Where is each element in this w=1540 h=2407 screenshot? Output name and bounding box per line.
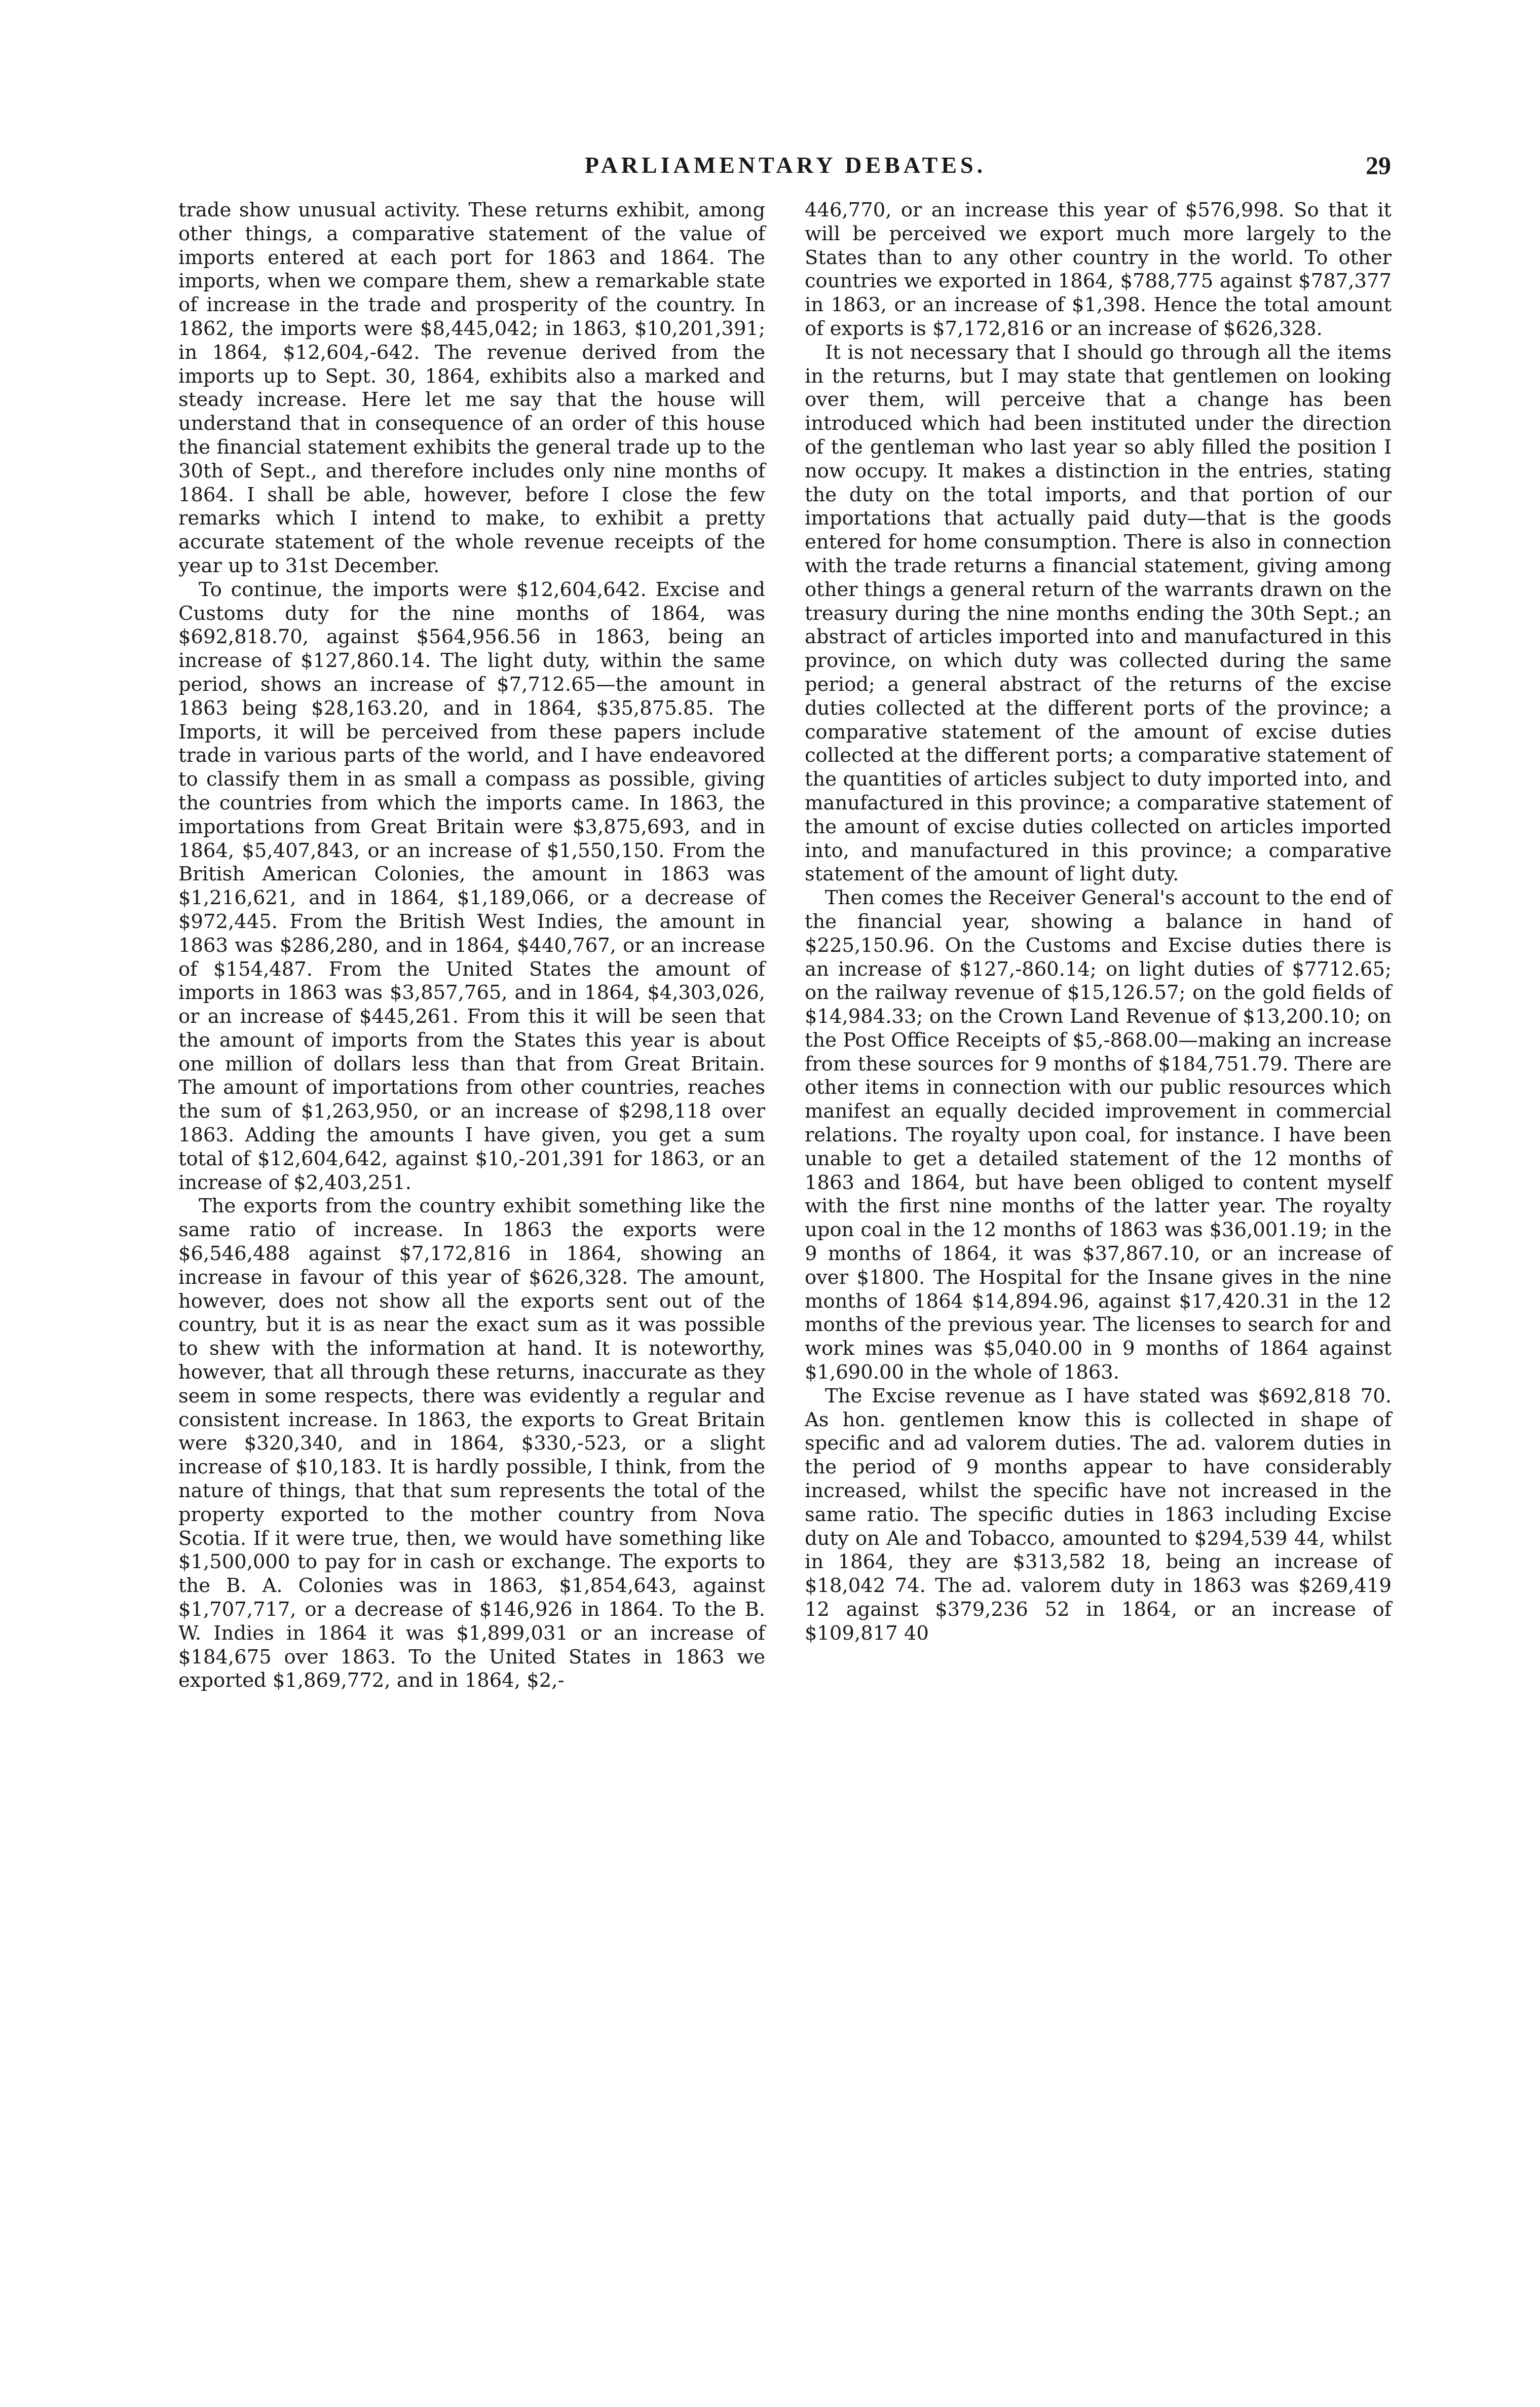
page-number: 29 (1366, 151, 1391, 179)
paragraph: Then comes the Receiver General's account to the end of the financial year, showing a balance in hand of $225,150.96. On the Customs and Excise duties there is an increase of $127,-860.14; on light duties of $7712.65; on the railway revenue of $15,126.57; on the gold fields of $14,984.33; on the Crown Land Revenue of $13,200.10; on the Post Office Receipts of $5,-868.00—making an increase from these sources for 9 months of $184,751.79. There are other items in connection with our public resources which manifest an equally decided improvement in commercial relations. The royalty upon coal, for instance. I have been unable to get a detailed statement of the 12 months of 1863 and 1864, but have been obliged to content myself with the first nine months of the latter year. The royalty upon coal in the 12 months of 1863 was $36,001.19; in the 9 months of 1864, it was $37,867.10, or an increase of over $1800. The Hospital for the Insane gives in the nine months of 1864 $14,894.96, against $17,420.31 in the 12 months of the previous year. The licenses to search for and work mines was $5,040.00 in 9 months of 1864 against $1,690.00 in the whole of 1863. (805, 886, 1392, 1384)
paragraph: 446,770, or an increase this year of $576,998. So that it will be perceived we export much more largely to the States than to any other country in the world. To other countries we exported in 1864, $788,775 against $787,377 in 1863, or an increase of $1,398. Hence the total amount of exports is $7,172,816 or an increase of $626,328. (805, 199, 1392, 340)
paragraph: The Excise revenue as I have stated was $692,818 70. As hon. gentlemen know this is collected in shape of specific and ad valorem duties. The ad. valorem duties in the period of 9 months appear to have considerably increased, whilst the specific have not increased in the same ratio. The specific duties in 1863 including Excise duty on Ale and Tobacco, amounted to $294,539 44, whilst in 1864, they are $313,582 18, being an increase of $18,042 74. The ad. valorem duty in 1863 was $269,419 12 against $379,236 52 in 1864, or an increase of $109,817 40 (805, 1384, 1392, 1645)
paragraph: To continue, the imports were $12,604,642. Excise and Customs duty for the nine months of 1864, was $692,818.70, against $564,956.56 in 1863, being an increase of $127,860.14. The light duty, within the same period, shows an increase of $7,712.65—the amount in 1863 being $28,163.20, and in 1864, $35,875.85. The Imports, it will be perceived from these papers include trade in various parts of the world, and I have endeavored to classify them in as small a compass as possible, giving the countries from which the imports came. In 1863, the importations from Great Britain were $3,875,693, and in 1864, $5,407,843, or an increase of $1,550,150. From the British American Colonies, the amount in 1863 was $1,216,621, and in 1864, $1,189,066, or a decrease of $972,445. From the British West Indies, the amount in 1863 was $286,280, and in 1864, $440,767, or an increase of $154,487. From the United States the amount of imports in 1863 was $3,857,765, and in 1864, $4,303,026, or an increase of $445,261. From this it will be seen that the amount of imports from the States this year is about one million of dollars less than that from Great Britain. The amount of importations from other countries, reaches the sum of $1,263,950, or an increase of $298,118 over 1863. Adding the amounts I have given, you get a sum total of $12,604,642, against $10,-201,391 for 1863, or an increase of $2,403,251. (178, 578, 765, 1194)
right-column (805, 199, 1392, 1646)
paragraph: trade show unusual activity. These returns exhibit, among other things, a comparative statement of the value of imports entered at each port for 1863 and 1864. The imports, when we compare them, shew a remarkable state of increase in the trade and prosperity of the country. In 1862, the imports were $8,445,042; in 1863, $10,201,391; in 1864, $12,604,-642. The revenue derived from the imports up to Sept. 30, 1864, exhibits also a marked and steady increase. Here let me say that the house will understand that in consequence of an order of this house the financial statement exhibits the general trade up to the 30th of Sept., and therefore includes only nine months of 1864. I shall be able, however, before I close the few remarks which I intend to make, to exhibit a pretty accurate statement of the whole revenue receipts of the year up to 31st December. (178, 199, 765, 577)
paragraph: It is not necessary that I should go through all the items in the returns, but I may state that gentlemen on looking over them, will perceive that a change has been introduced which had been instituted under the direction of the gentleman who last year so ably filled the position I now occupy. It makes a distinction in the entries, stating the duty on the total imports, and that portion of our importations that actually paid duty—that is the goods entered for home consumption. There is also in connection with the trade returns a financial statement, giving among other things a general return of the warrants drawn on the treasury during the nine months ending the 30th Sept.; an abstract of articles imported into and manufactured in this province, on which duty was collected during the same period; a general abstract of the returns of the excise duties collected at the different ports of the province; a comparative statement of the amount of excise duties collected at the different ports; a comparative statement of the quantities of articles subject to duty imported into, and manufactured in this province; a comparative statement of the amount of excise duties collected on articles imported into, and manufactured in this province; a comparative statement of the amount of light duty. (805, 341, 1392, 886)
left-column (178, 199, 765, 1693)
paragraph: The exports from the country exhibit something like the same ratio of increase. In 1863 the exports were $6,546,488 against $7,172,816 in 1864, showing an increase in favour of this year of $626,328. The amount, however, does not show all the exports sent out of the country, but it is as near the exact sum as it was possible to shew with the information at hand. It is noteworthy, however, that all through these returns, inaccurate as they seem in some respects, there was evidently a regular and consistent increase. In 1863, the exports to Great Britain were $320,340, and in 1864, $330,-523, or a slight increase of $10,183. It is hardly possible, I think, from the nature of things, that that sum represents the total of the property exported to the mother country from Nova Scotia. If it were true, then, we would have something like $1,500,000 to pay for in cash or exchange. The exports to the B. A. Colonies was in 1863, $1,854,643, against $1,707,717, or a decrease of $146,926 in 1864. To the B. W. Indies in 1864 it was $1,899,031 or an increase of $184,675 over 1863. To the United States in 1863 we exported $1,869,772, and in 1864, $2,- (178, 1195, 765, 1692)
running-title: PARLIAMENTARY DEBATES. (584, 152, 987, 178)
running-head (180, 150, 1391, 180)
